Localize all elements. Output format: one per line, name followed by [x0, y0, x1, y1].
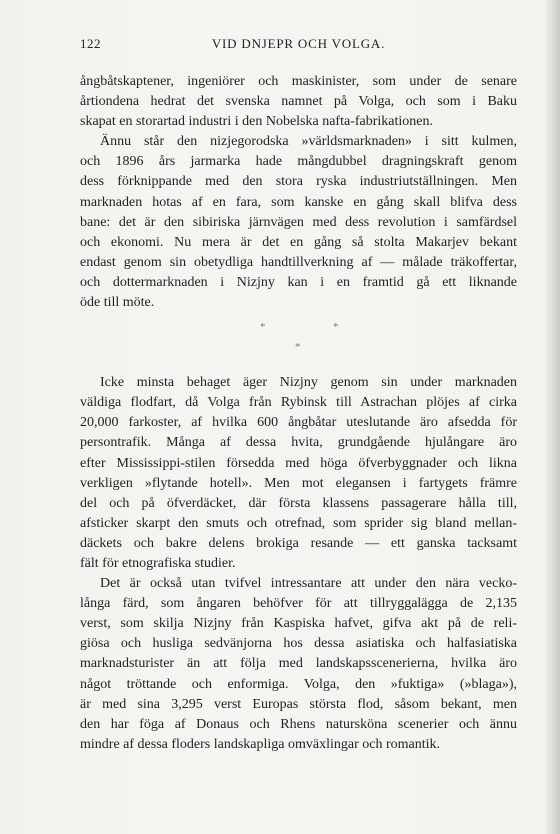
section-separator — [80, 313, 517, 373]
text-line: långa färd, som ångaren behöfver för att tillryggalägga de 2,135 — [80, 596, 517, 612]
text-line: är med sina 3,295 verst Europas största flod, såsom bekant, men — [80, 696, 517, 712]
text-line: och ekonomi. Nu mera är det en gång så stolta Makarjev bekant — [80, 234, 517, 250]
text-line: Icke minsta behaget äger Nizjny genom sin under marknaden — [100, 375, 517, 391]
text-line: skapat en storartad industri i den Nobelska nafta-fabrikationen. — [80, 114, 433, 130]
text-line: endast genom sin obetydliga handtillverkning af — målade träkoffertar, — [80, 254, 517, 270]
body-text — [80, 72, 517, 755]
text-line: och dottermarknaden i Nizjny kan i en framtid gå ett liknande — [80, 274, 517, 290]
text-line: afsticker skarpt den smuts och otrefnad, som sprider sig bland mellan- — [80, 515, 517, 531]
text-line: marknadsturister än att följa med landskapsscenerierna, hvilka äro — [80, 656, 517, 672]
text-line: 20,000 farkoster, af hvilka 600 ångbåtar uteslutande äro afsedda för — [80, 415, 517, 431]
page-edge — [546, 0, 560, 834]
text-line: mindre af dessa floders landskapliga omväxlingar och romantik. — [80, 736, 441, 752]
text-line: Ännu står den nizjegorodska »världsmarknaden» i sitt kulmen, — [100, 134, 517, 150]
text-line: öde till möte. — [80, 295, 155, 311]
asterisk: * — [333, 321, 339, 334]
paragraph-2 — [80, 132, 517, 313]
text-line: väldiga flodfart, då Volga från Rybinsk till Astrachan plöjes af cirka — [80, 395, 517, 411]
text-line: ångbåtskaptener, ingeniörer och maskinister, som under de senare — [80, 74, 517, 89]
paragraph-1 — [80, 72, 517, 132]
text-line: verkligen »flytande hotell». Men mot elegansen i fartygets främre — [80, 475, 517, 491]
text-line: fält för etnografiska studier. — [80, 555, 236, 571]
text-line: årtiondena hedrat det svenska namnet på Volga, och som i Baku — [80, 94, 517, 110]
page-header — [80, 36, 517, 52]
running-title: VID DNJEPR OCH VOLGA. — [211, 36, 386, 51]
asterisk: * — [295, 341, 301, 354]
text-line: dess förknippande med den stora ryska industriutställningen. Men — [80, 174, 517, 190]
page-number: 122 — [80, 36, 101, 51]
paragraph-4 — [80, 574, 517, 755]
text-line: och 1896 års jarmarka hade mångdubbel dragningskraft genom — [80, 154, 517, 170]
text-line: marknaden hotas af en fara, som kanske en gång skall blifva dess — [80, 194, 517, 210]
paragraph-3 — [80, 373, 517, 574]
text-line: den har föga af Donaus och Rhens natursköna scenerier och ännu — [80, 716, 517, 732]
text-line: verst, som skilja Nizjny från Kaspiska hafvet, gifva akt på de reli- — [80, 616, 517, 632]
text-line: däckets och bakre delens brokiga resande — ett ganska tacksamt — [80, 535, 517, 551]
text-line: persontrafik. Många af dessa hvita, grundgående hjulångare äro — [80, 435, 517, 451]
text-line: giösa och husliga sedvänjorna hos dessa asiatiska och halfasiatiska — [80, 636, 517, 652]
text-line: efter Mississippi-stilen försedda med höga öfverbyggnader och likna — [80, 455, 517, 471]
text-line: Det är också utan tvifvel intressantare att under den nära vecko- — [100, 576, 517, 592]
text-line: del och på öfverdäcket, där första klassens passagerare hålla till, — [80, 495, 517, 511]
text-line: bane: det är den sibiriska järnvägen med dess revolution i samfärdsel — [80, 214, 517, 230]
text-line: något tröttande och enformiga. Volga, den »fuktiga» (»blaga»), — [80, 676, 517, 692]
asterisk: * — [260, 321, 266, 334]
